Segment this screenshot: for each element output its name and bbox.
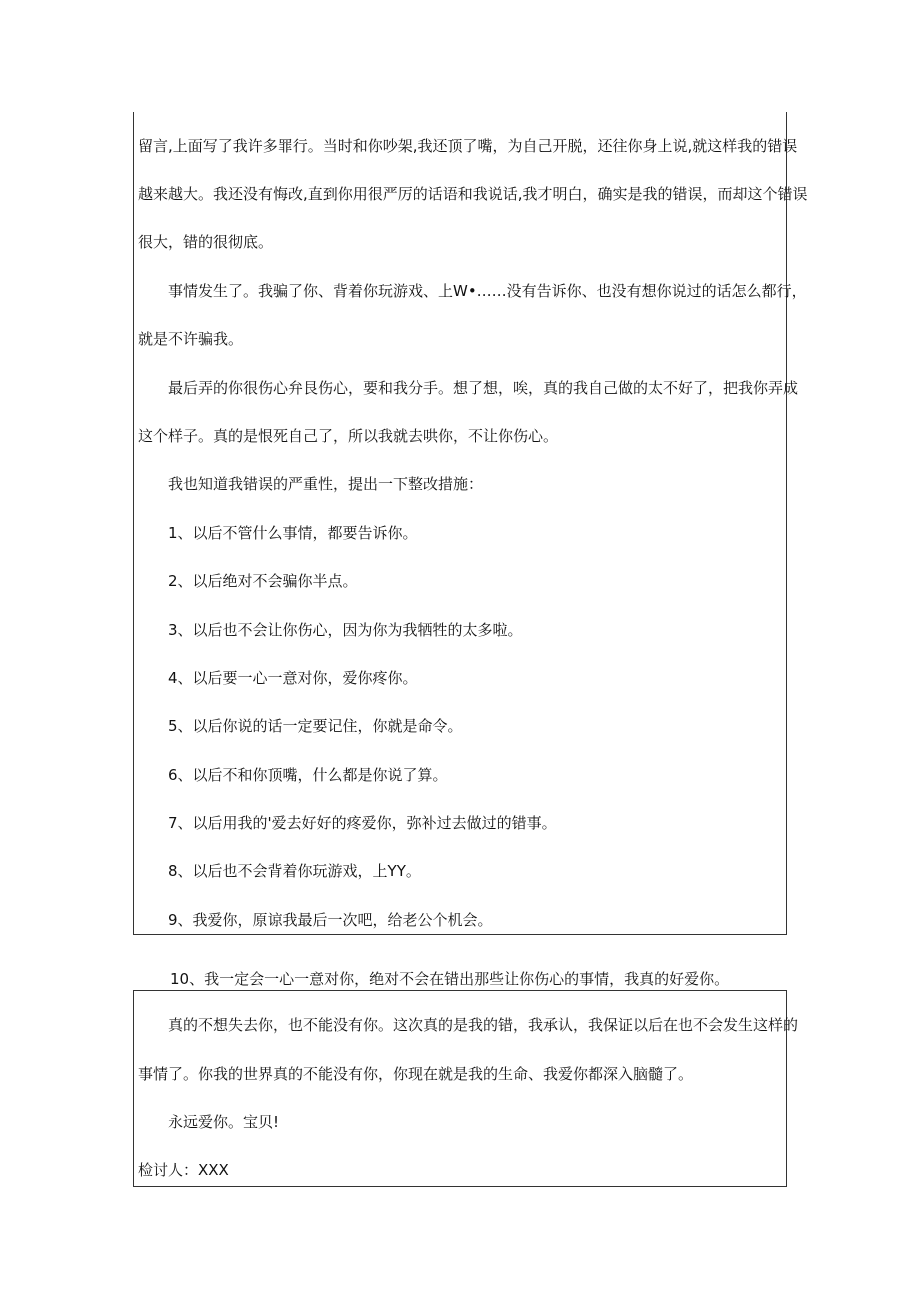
list-item: 5、以后你说的话一定要记住，你就是命令。 — [168, 717, 463, 735]
list-item-10: 10、我一定会一心一意对你，绝对不会在错出那些让你伤心的事情，我真的好爱你。 — [170, 970, 730, 988]
paragraph-line: 这个样子。真的是恨死自己了，所以我就去哄你，不让你伤心。 — [138, 427, 559, 445]
list-item: 9、我爱你，原谅我最后一次吧，给老公个机会。 — [168, 911, 493, 929]
list-item: 8、以后也不会背着你玩游戏，上YY。 — [168, 862, 421, 880]
paragraph-line: 留言,上面写了我许多罪行。当时和你吵架,我还顶了嘴，为自己开脱，还往你身上说,就这样我的错误 — [138, 137, 798, 155]
list-item: 1、以后不管什么事情，都要告诉你。 — [168, 524, 418, 542]
paragraph-line: 最后弄的你很伤心弁艮伤心，要和我分手。想了想，唉，真的我自己做的太不好了，把我你弄成 — [168, 379, 799, 397]
paragraph-line: 事情发生了。我骗了你、背着你玩游戏、上W•……没有告诉你、也没有想你说过的话怎么都行， — [168, 282, 807, 300]
list-item: 2、以后绝对不会骗你半点。 — [168, 572, 358, 590]
measures-intro: 我也知道我错误的严重性，提出一下整改措施： — [168, 475, 484, 493]
paragraph-line: 就是不许骗我。 — [138, 330, 244, 348]
list-item: 4、以后要一心一意对你，爱你疼你。 — [168, 669, 418, 687]
document-frame-bottom — [133, 990, 799, 1187]
paragraph-line: 真的不想失去你，也不能没有你。这次真的是我的错，我承认，我保证以后在也不会发生这样的 — [168, 1016, 799, 1034]
list-item: 6、以后不和你顶嘴，什么都是你说了算。 — [168, 766, 448, 784]
signature: 检讨人：XXX — [138, 1161, 229, 1179]
document-frame-top — [133, 112, 808, 935]
closing-line: 永远爱你。宝贝! — [168, 1113, 280, 1131]
list-item: 3、以后也不会让你伤心，因为你为我牺牲的太多啦。 — [168, 621, 523, 639]
list-item: 7、以后用我的'爱去好好的疼爱你，弥补过去做过的错事。 — [168, 814, 557, 832]
paragraph-line: 很大，错的很彻底。 — [138, 233, 274, 251]
paragraph-line: 事情了。你我的世界真的不能没有你，你现在就是我的生命、我爱你都深入脑髓了。 — [138, 1065, 694, 1083]
paragraph-line: 越来越大。我还没有悔改,直到你用很严厉的话语和我说话,我才明白，确实是我的错误，而却这个错误 — [138, 185, 808, 203]
